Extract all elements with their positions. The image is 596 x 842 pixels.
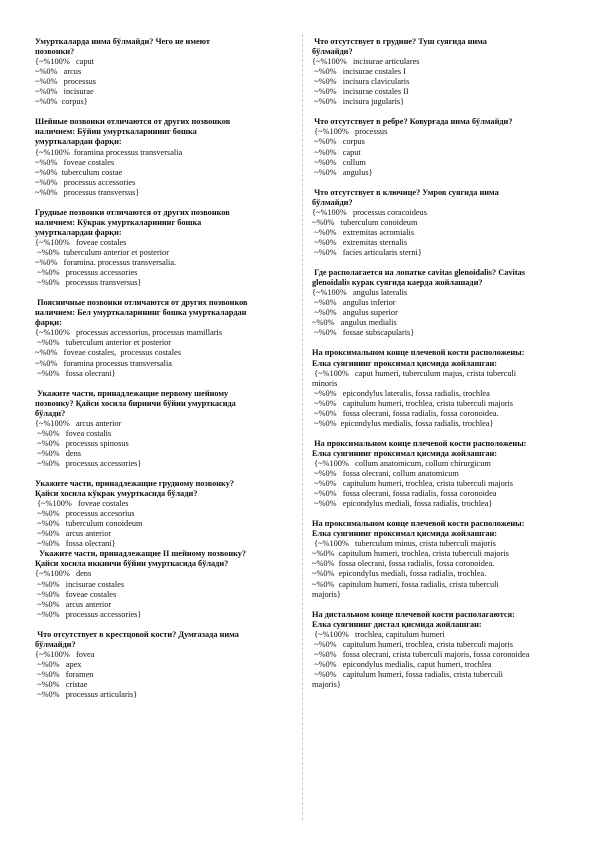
- answer-option: {~%100% fovea: [35, 649, 95, 659]
- question-block: [35, 389, 297, 469]
- answer-option: ~%0% incisurae costales: [35, 579, 125, 589]
- question-title: Шейные позвонки отличаются от других позвонков наличием: Бўйин умурткаларининг бошка умурткалардан фарқи:: [35, 117, 231, 147]
- answer-option: ~%0% tuberculum anterior et posterior: [35, 338, 172, 348]
- question-block: [35, 549, 297, 619]
- answer-option: ~%0% processus transversus}: [35, 187, 140, 197]
- answer-option: ~%0% tuberculum anterior et posterior: [35, 247, 169, 257]
- answer-option: ~%0% processus spinosus: [35, 438, 129, 448]
- question-block: [312, 268, 580, 338]
- answer-option: {~%100% incisurae articulares: [312, 57, 420, 67]
- question-block: [312, 117, 580, 177]
- answer-option: {~%100% foveae costales: [35, 237, 127, 247]
- answer-option: ~%0% foramina processus transversalia: [35, 358, 172, 368]
- answer-option: ~%0% processus accessories: [35, 177, 136, 187]
- question-title: Поясничные позвонки отличаются от других позвонков наличием: Бел умурткаларининг бошка умурткалардан фарқи:: [35, 298, 248, 328]
- answer-option: ~%0% arcus: [35, 67, 82, 77]
- answer-option: ~%0% caput: [312, 147, 361, 157]
- question-title: Что отсутствует в ключице? Умров суягида нима бўлмайди?: [312, 187, 499, 207]
- answer-option: ~%0% angulus}: [312, 167, 373, 177]
- answer-option: ~%0% incisurae costales I: [312, 67, 406, 77]
- answer-option: {~%100% trochlea, capitulum humeri: [312, 629, 445, 639]
- answer-option: {~%100% processus: [312, 127, 388, 137]
- answer-option: {~%100% caput: [35, 57, 94, 67]
- answer-option: {~%100% processus accessorius, processus mamillaris: [35, 328, 223, 338]
- answer-option: ~%0% fossa olecrani, fossa radialis, fossa coronoidea.: [312, 559, 495, 569]
- answer-option: ~%0% processus accessories}: [35, 609, 142, 619]
- answer-option: ~%0% fovea costalis: [35, 428, 112, 438]
- answer-option: ~%0% processus accesorius: [35, 509, 135, 519]
- answer-option: {~%100% collum anatomicum, collum chirurgicum: [312, 458, 491, 468]
- question-title: На дистальном конце плечевой кости располагаются: Елка суягининг дистал қисмида жойлашган:: [312, 609, 515, 629]
- question-block: [35, 117, 297, 197]
- answer-option: {~%100% foramina processus transversalia: [35, 147, 183, 157]
- answer-option: {~%100% foveae costales: [35, 499, 129, 509]
- answer-option: ~%0% incisurae: [35, 87, 94, 97]
- answer-option: ~%0% foramina. processus transversalia.: [35, 258, 177, 268]
- answer-option: ~%0% extremitas acromialis: [312, 227, 414, 237]
- answer-option: {~%100% dens: [35, 569, 92, 579]
- question-title: Укажите части, принадлежащие первому шейному позвонку? Қайси хосила биринчи бўйин умурткасида бўлади?: [35, 388, 236, 418]
- question-title: На проксимальном конце плечевой кости расположены: Елка суягининг проксимал қисмида жойлашган:: [312, 519, 525, 539]
- answer-option: ~%0% capitulum humeri, trochlea, crista tuberculi majoris: [312, 398, 514, 408]
- answer-option: ~%0% cristae: [35, 680, 88, 689]
- answer-option: ~%0% epicondylus medialis, caput humeri, trochlea: [312, 659, 492, 669]
- answer-option: ~%0% epicondylus mediali, fossa radialis, trochlea}: [312, 499, 493, 509]
- answer-option: ~%0% dens: [35, 448, 81, 458]
- question-block: [35, 298, 297, 378]
- answer-option: ~%0% fossa olecrani}: [35, 539, 116, 549]
- answer-option: ~%0% fossa olecrani, crista tuberculi majoris, fossa coronoidea: [312, 649, 530, 659]
- question-title: Что отсутствует в крестцовой кости? Думғазада нима бўлмайди?: [35, 629, 239, 649]
- answer-option: ~%0% arcus anterior: [35, 529, 112, 539]
- answer-option: ~%0% processus accessories}: [35, 458, 142, 468]
- question-block: [35, 37, 297, 107]
- answer-option: ~%0% processus transversus}: [35, 278, 142, 288]
- question-title: На проксимальном конце плечевой кости расположены: Елка суягининг проксимал қисмида жойлашган:: [312, 348, 525, 368]
- answer-option: ~%0% foveae costales: [35, 157, 115, 167]
- answer-option: ~%0% epicondylus medialis, fossa radialis, trochlea}: [312, 418, 494, 428]
- answer-option: {~%100% arcus anterior: [35, 418, 122, 428]
- question-title: На проксимальном конце плечевой кости расположены: Елка суягининг проксимал қисмида жойлашган:: [312, 438, 527, 458]
- answer-option: ~%0% capitulum humeri, trochlea, crista tuberculi majoris: [312, 549, 509, 559]
- answer-option: ~%0% fossa olecrani, fossa radialis, fossa coronoidea.: [312, 408, 499, 418]
- answer-option: ~%0% extremitas sternalis: [312, 237, 408, 247]
- answer-option: ~%0% capitulum humeri, trochlea, crista tuberculi majoris: [312, 479, 514, 489]
- answer-option: ~%0% fossae subscapularis}: [312, 328, 415, 338]
- answer-option: ~%0% apex: [35, 659, 82, 669]
- answer-option: ~%0% angulus superior: [312, 308, 398, 318]
- question-block: [312, 188, 580, 258]
- answer-option: ~%0% capitulum humeri, fossa radialis, crista tuberculi majoris}: [312, 579, 499, 599]
- answer-option: {~%100% tuberculum minus, crista tuberculi majoris: [312, 539, 496, 549]
- answer-option: ~%0% foveae costales: [35, 589, 117, 599]
- answer-option: ~%0% fossa olecrani}: [35, 368, 116, 378]
- right-column: [312, 37, 580, 700]
- answer-option: ~%0% tuberculum conoideum: [35, 519, 143, 529]
- question-title: Что отсутствует в ребре? Ковурғада нима бўлмайди?: [312, 117, 513, 127]
- answer-option: ~%0% collum: [312, 157, 366, 167]
- answer-option: ~%0% facies articularis sterni}: [312, 247, 422, 257]
- question-block: [35, 479, 297, 549]
- answer-option: ~%0% epicondylus mediali, fossa radialis, trochlea.: [312, 569, 487, 579]
- answer-option: ~%0% tuberculum conoideum: [312, 217, 418, 227]
- column-divider: [302, 34, 303, 820]
- answer-option: ~%0% tuberculum costae: [35, 167, 123, 177]
- question-title: Грудные позвонки отличаются от других позвонков наличием: Кўкрак умурткаларининг бошка умурткалардан фарқи:: [35, 207, 230, 237]
- question-block: [312, 37, 580, 107]
- answer-option: ~%0% capitulum humeri, fossa radialis, crista tuberculi majoris}: [312, 669, 503, 689]
- answer-option: ~%0% angulus medialis: [312, 318, 397, 328]
- answer-option: ~%0% incisura jugularis}: [312, 97, 405, 107]
- answer-option: ~%0% processus: [35, 77, 96, 87]
- answer-option: ~%0% incisurae costales II: [312, 87, 409, 97]
- question-block: [312, 348, 580, 428]
- answer-option: ~%0% corpus}: [35, 97, 88, 107]
- question-block: [312, 610, 580, 690]
- question-block: [35, 630, 297, 700]
- question-title: Укажите части, принадлежащие грудному позвонку? Қайси хосила кўкрак умурткасида бўлади?: [35, 479, 235, 499]
- question-block: [35, 208, 297, 288]
- answer-option: {~%100% processus coracoideus: [312, 207, 427, 217]
- answer-option: ~%0% capitulum humeri, trochlea, crista tuberculi majoris: [312, 639, 514, 649]
- answer-option: ~%0% processus accessories: [35, 268, 138, 278]
- answer-option: ~%0% fossa olecrani, collum anatomicum: [312, 469, 459, 479]
- answer-option: ~%0% foramen: [35, 669, 94, 679]
- answer-option: {~%100% caput humeri, tuberculum majus, crista tuberculi minoris: [312, 368, 517, 388]
- answer-option: {~%100% angulus lateralis: [312, 288, 408, 298]
- question-title: Умурткаларда нима бўлмайди? Чего не имеют позвонки?: [35, 37, 210, 57]
- question-title: Укажите части, принадлежащие II шейному позвонку? Қайси хосила иккинчи бўйин умурткасида бўлади?: [35, 549, 247, 569]
- left-column: [35, 37, 297, 710]
- question-title: Что отсутствует в грудине? Туш суягида нима бўлмайди?: [312, 37, 487, 57]
- question-title: Где располагается на лопатке cavitas glenoidalis? Cavitas glenoidalis курак суягида каерда жойлашади?: [312, 268, 525, 288]
- answer-option: ~%0% foveae costales, processus costales: [35, 348, 181, 358]
- answer-option: ~%0% fossa olecrani, fossa radialis, fossa coronoidea: [312, 489, 497, 499]
- answer-option: ~%0% epicondylus lateralis, fossa radialis, trochlea: [312, 388, 490, 398]
- answer-option: ~%0% arcus anterior: [35, 599, 112, 609]
- answer-option: ~%0% incisura clavicularis: [312, 77, 410, 87]
- answer-option: ~%0% processus articularis}: [35, 690, 138, 700]
- question-block: [312, 439, 580, 509]
- question-block: [312, 519, 580, 599]
- answer-option: ~%0% angulus inferior: [312, 298, 396, 308]
- answer-option: ~%0% corpus: [312, 137, 365, 147]
